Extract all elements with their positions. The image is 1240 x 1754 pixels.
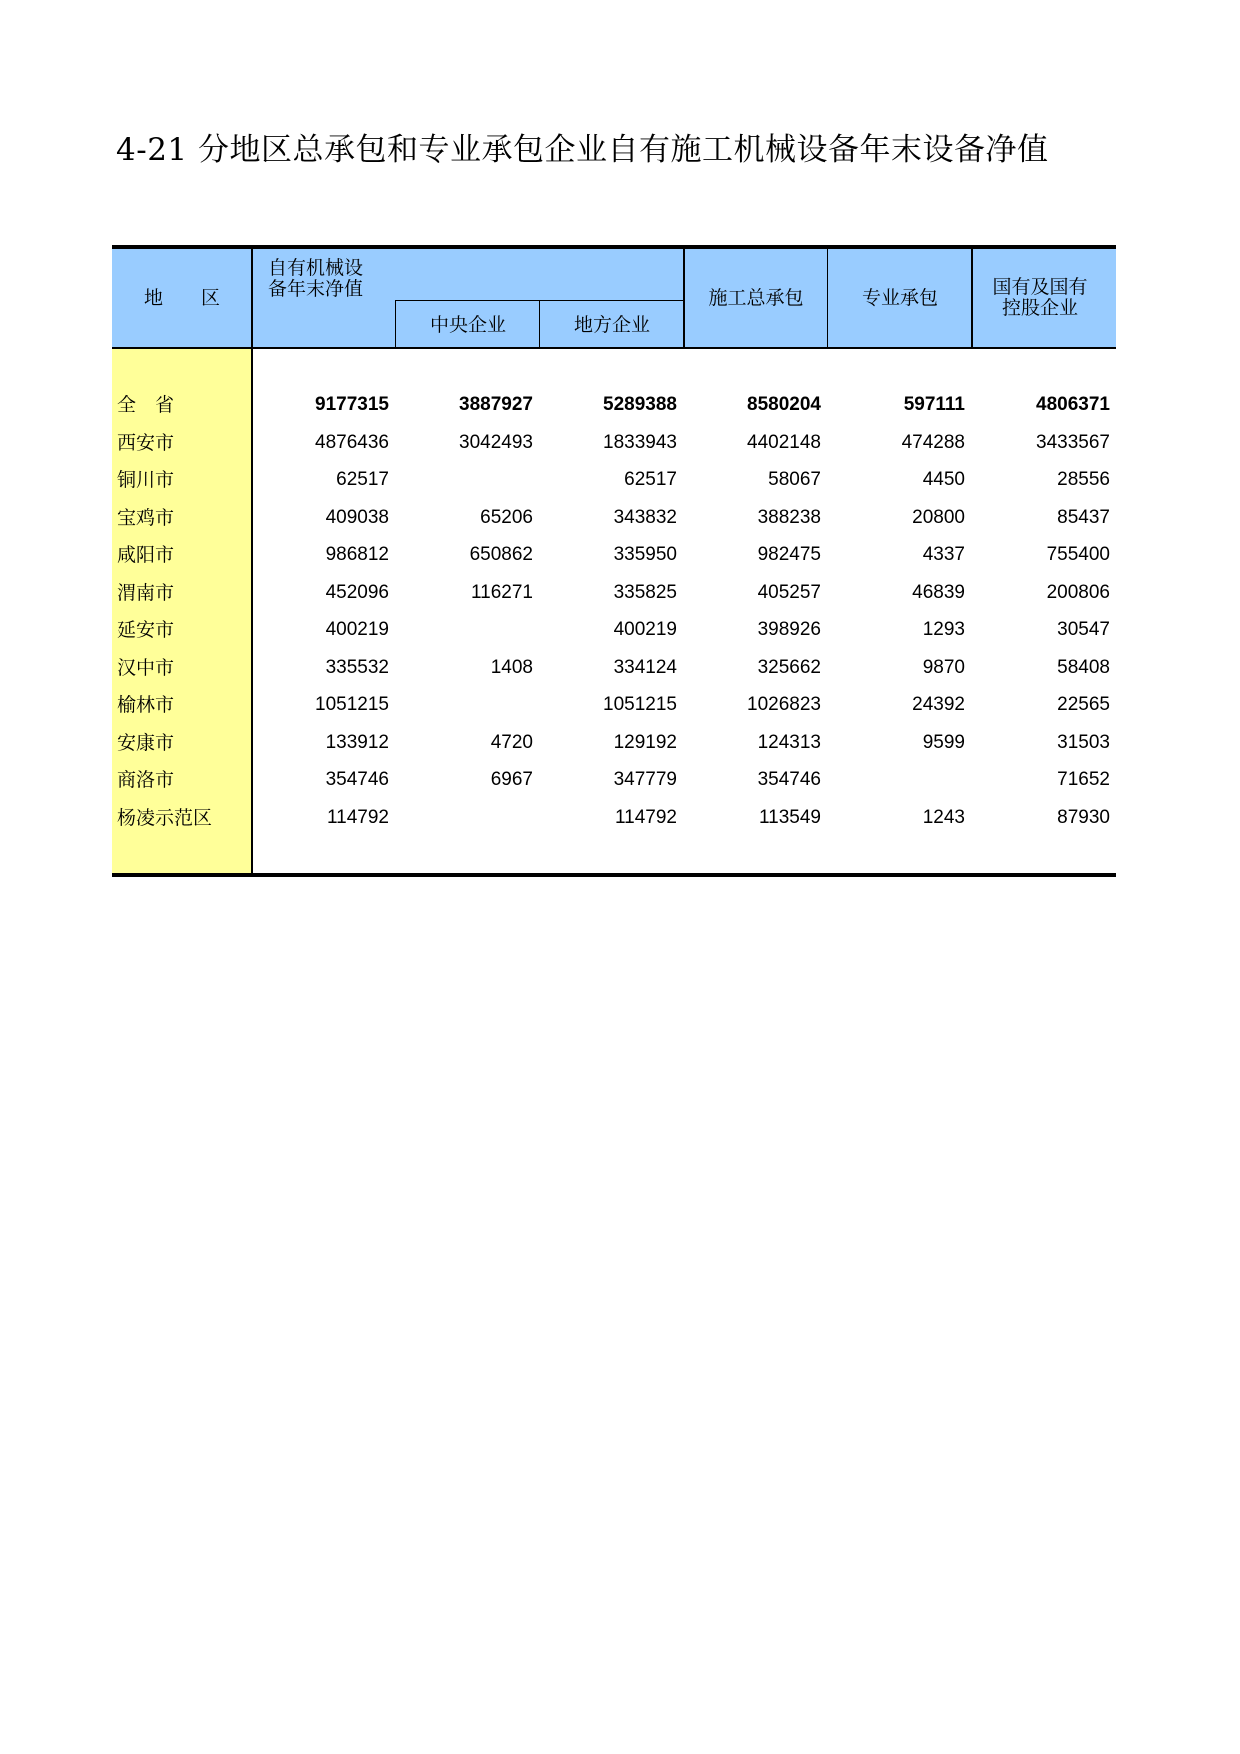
table-row xyxy=(112,575,1116,611)
cell-v1: 114792 xyxy=(327,806,389,828)
page-title: 4-21 分地区总承包和专业承包企业自有施工机械设备年末设备净值 xyxy=(116,132,1049,168)
table-row xyxy=(112,762,1116,798)
cell-v6: 3433567 xyxy=(1036,431,1110,453)
table-row xyxy=(112,687,1116,723)
cell-v4: 405257 xyxy=(757,581,821,603)
cell-v6: 85437 xyxy=(1057,506,1110,528)
cell-v3: 334124 xyxy=(613,656,677,678)
header-divider xyxy=(683,249,685,349)
cell-v3: 114792 xyxy=(615,806,677,828)
table-row xyxy=(112,800,1116,836)
header-region: 地 区 xyxy=(143,286,220,309)
cell-v4: 8580204 xyxy=(747,394,821,415)
cell-v6: 58408 xyxy=(1057,656,1110,678)
cell-v4: 325662 xyxy=(757,656,821,678)
cell-v4: 1026823 xyxy=(747,694,821,715)
region-name: 延安市 xyxy=(117,619,175,641)
header-general: 施工总承包 xyxy=(708,286,804,309)
cell-v3: 5289388 xyxy=(603,394,677,415)
header-divider xyxy=(827,249,828,349)
cell-v6: 200806 xyxy=(1046,581,1110,603)
cell-v1: 62517 xyxy=(336,469,389,490)
cell-v2: 3042493 xyxy=(459,431,533,453)
cell-v2: 65206 xyxy=(480,506,533,528)
region-name: 商洛市 xyxy=(117,769,175,791)
cell-v1: 4876436 xyxy=(315,431,389,453)
cell-v6: 87930 xyxy=(1057,806,1110,828)
table-row xyxy=(112,612,1116,648)
region-name: 铜川市 xyxy=(117,469,175,491)
cell-v4: 124313 xyxy=(757,731,821,753)
header-central: 中央企业 xyxy=(429,313,506,336)
data-table xyxy=(112,245,1116,878)
region-name: 全 省 xyxy=(117,394,175,416)
cell-v3: 335825 xyxy=(613,581,677,603)
cell-v3: 62517 xyxy=(624,469,677,490)
cell-v1: 335532 xyxy=(325,656,389,678)
region-name: 杨凌示范区 xyxy=(117,806,213,829)
cell-v3: 343832 xyxy=(613,506,677,528)
cell-v2: 6967 xyxy=(490,769,533,790)
cell-v5: 597111 xyxy=(903,394,965,415)
cell-v4: 982475 xyxy=(757,544,821,565)
cell-v6: 30547 xyxy=(1057,619,1110,640)
cell-v5: 4337 xyxy=(922,544,965,565)
cell-v5: 9599 xyxy=(922,731,965,753)
region-name: 安康市 xyxy=(117,731,175,754)
cell-v5: 9870 xyxy=(922,656,965,678)
header-net-value: 自有机械设备年末净值 xyxy=(268,257,364,300)
cell-v1: 133912 xyxy=(325,731,389,753)
cell-v5: 474288 xyxy=(901,431,965,453)
cell-v4: 113549 xyxy=(759,806,821,828)
table-row-total xyxy=(112,387,1116,423)
table-row xyxy=(112,425,1116,461)
region-name: 榆林市 xyxy=(117,694,175,716)
cell-v3: 347779 xyxy=(613,769,677,790)
table-row xyxy=(112,462,1116,498)
cell-v5: 1243 xyxy=(922,806,965,828)
cell-v2: 3887927 xyxy=(459,394,533,415)
cell-v3: 335950 xyxy=(613,544,677,565)
region-name: 咸阳市 xyxy=(117,544,175,566)
table-header xyxy=(112,245,1116,349)
cell-v1: 986812 xyxy=(325,544,389,565)
cell-v6: 4806371 xyxy=(1036,394,1110,415)
cell-v2: 1408 xyxy=(490,656,533,678)
table-row xyxy=(112,500,1116,536)
table-row xyxy=(112,725,1116,761)
cell-v6: 755400 xyxy=(1046,544,1110,565)
bottom-rule xyxy=(112,873,1116,877)
cell-v3: 129192 xyxy=(613,731,677,753)
cell-v2: 116271 xyxy=(471,581,533,603)
header-divider xyxy=(539,300,540,349)
cell-v3: 1833943 xyxy=(603,431,677,453)
cell-v6: 31503 xyxy=(1057,731,1110,753)
cell-v1: 400219 xyxy=(325,619,389,640)
header-divider xyxy=(395,300,396,349)
region-name: 渭南市 xyxy=(117,581,175,604)
cell-v4: 4402148 xyxy=(747,431,821,453)
cell-v4: 388238 xyxy=(757,506,821,528)
cell-v4: 58067 xyxy=(768,469,821,490)
cell-v2: 650862 xyxy=(469,544,533,565)
cell-v4: 398926 xyxy=(757,619,821,640)
table-row xyxy=(112,537,1116,573)
header-state-owned: 国有及国有控股企业 xyxy=(992,276,1088,319)
cell-v6: 22565 xyxy=(1057,694,1110,715)
cell-v5: 1293 xyxy=(922,619,965,640)
cell-v1: 354746 xyxy=(325,769,389,790)
cell-v5: 4450 xyxy=(922,469,965,490)
header-local: 地方企业 xyxy=(573,313,650,336)
header-divider xyxy=(971,249,973,349)
cell-v3: 1051215 xyxy=(603,694,677,715)
header-subdivider xyxy=(396,300,684,301)
region-name: 宝鸡市 xyxy=(117,506,175,529)
cell-v5: 20800 xyxy=(912,506,965,528)
cell-v4: 354746 xyxy=(757,769,821,790)
cell-v2: 4720 xyxy=(490,731,533,753)
cell-v3: 400219 xyxy=(613,619,677,640)
region-name: 西安市 xyxy=(117,431,175,454)
cell-v1: 409038 xyxy=(325,506,389,528)
cell-v1: 452096 xyxy=(325,581,389,603)
cell-v1: 1051215 xyxy=(315,694,389,715)
table-row xyxy=(112,650,1116,686)
cell-v6: 71652 xyxy=(1057,769,1110,790)
cell-v6: 28556 xyxy=(1057,469,1110,490)
cell-v5: 24392 xyxy=(912,694,965,715)
region-name: 汉中市 xyxy=(117,656,175,679)
cell-v1: 9177315 xyxy=(315,394,389,415)
header-special: 专业承包 xyxy=(861,286,938,309)
cell-v5: 46839 xyxy=(912,581,965,603)
